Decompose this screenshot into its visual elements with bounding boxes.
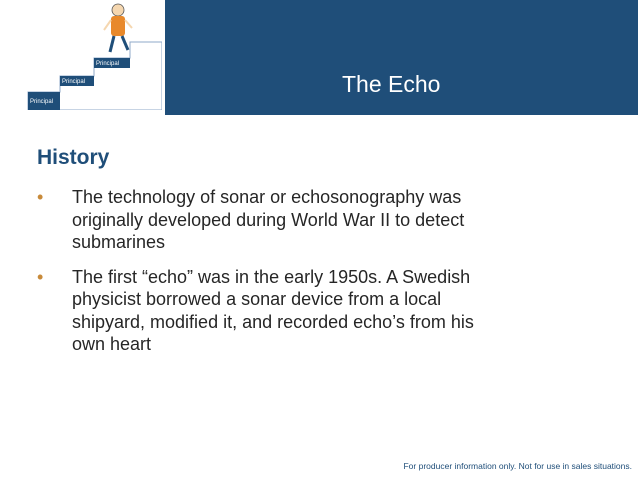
principal-stairs-figure-icon [24,0,162,110]
bullet-line: physicist borrowed a sonar device from a local [72,289,442,309]
slide-title: The Echo [342,71,441,97]
bullet-list [37,186,597,368]
bullet-line: The first “echo” was in the early 1950s. A Swedish [72,266,471,287]
bullet-dot-icon: • [37,187,44,207]
bullet-line: submarines [72,232,166,252]
footer-disclaimer: For producer information only. Not for use in sales situations. [403,461,632,471]
step-label: Principal [30,99,54,105]
bullet-line: own heart [72,334,152,354]
bullet-line: originally developed during World War II to detect [72,209,465,230]
step-label: Principal [62,79,86,85]
bullet-line: shipyard, modified it, and recorded echo’s from his [72,311,474,332]
bullet-dot-icon: • [37,266,44,287]
bullet-line: The technology of sonar or echosonography was [72,187,462,207]
step-label: Principal [96,61,120,67]
bullet-item [37,186,597,254]
section-heading: History [37,146,110,169]
bullet-item [37,266,597,356]
